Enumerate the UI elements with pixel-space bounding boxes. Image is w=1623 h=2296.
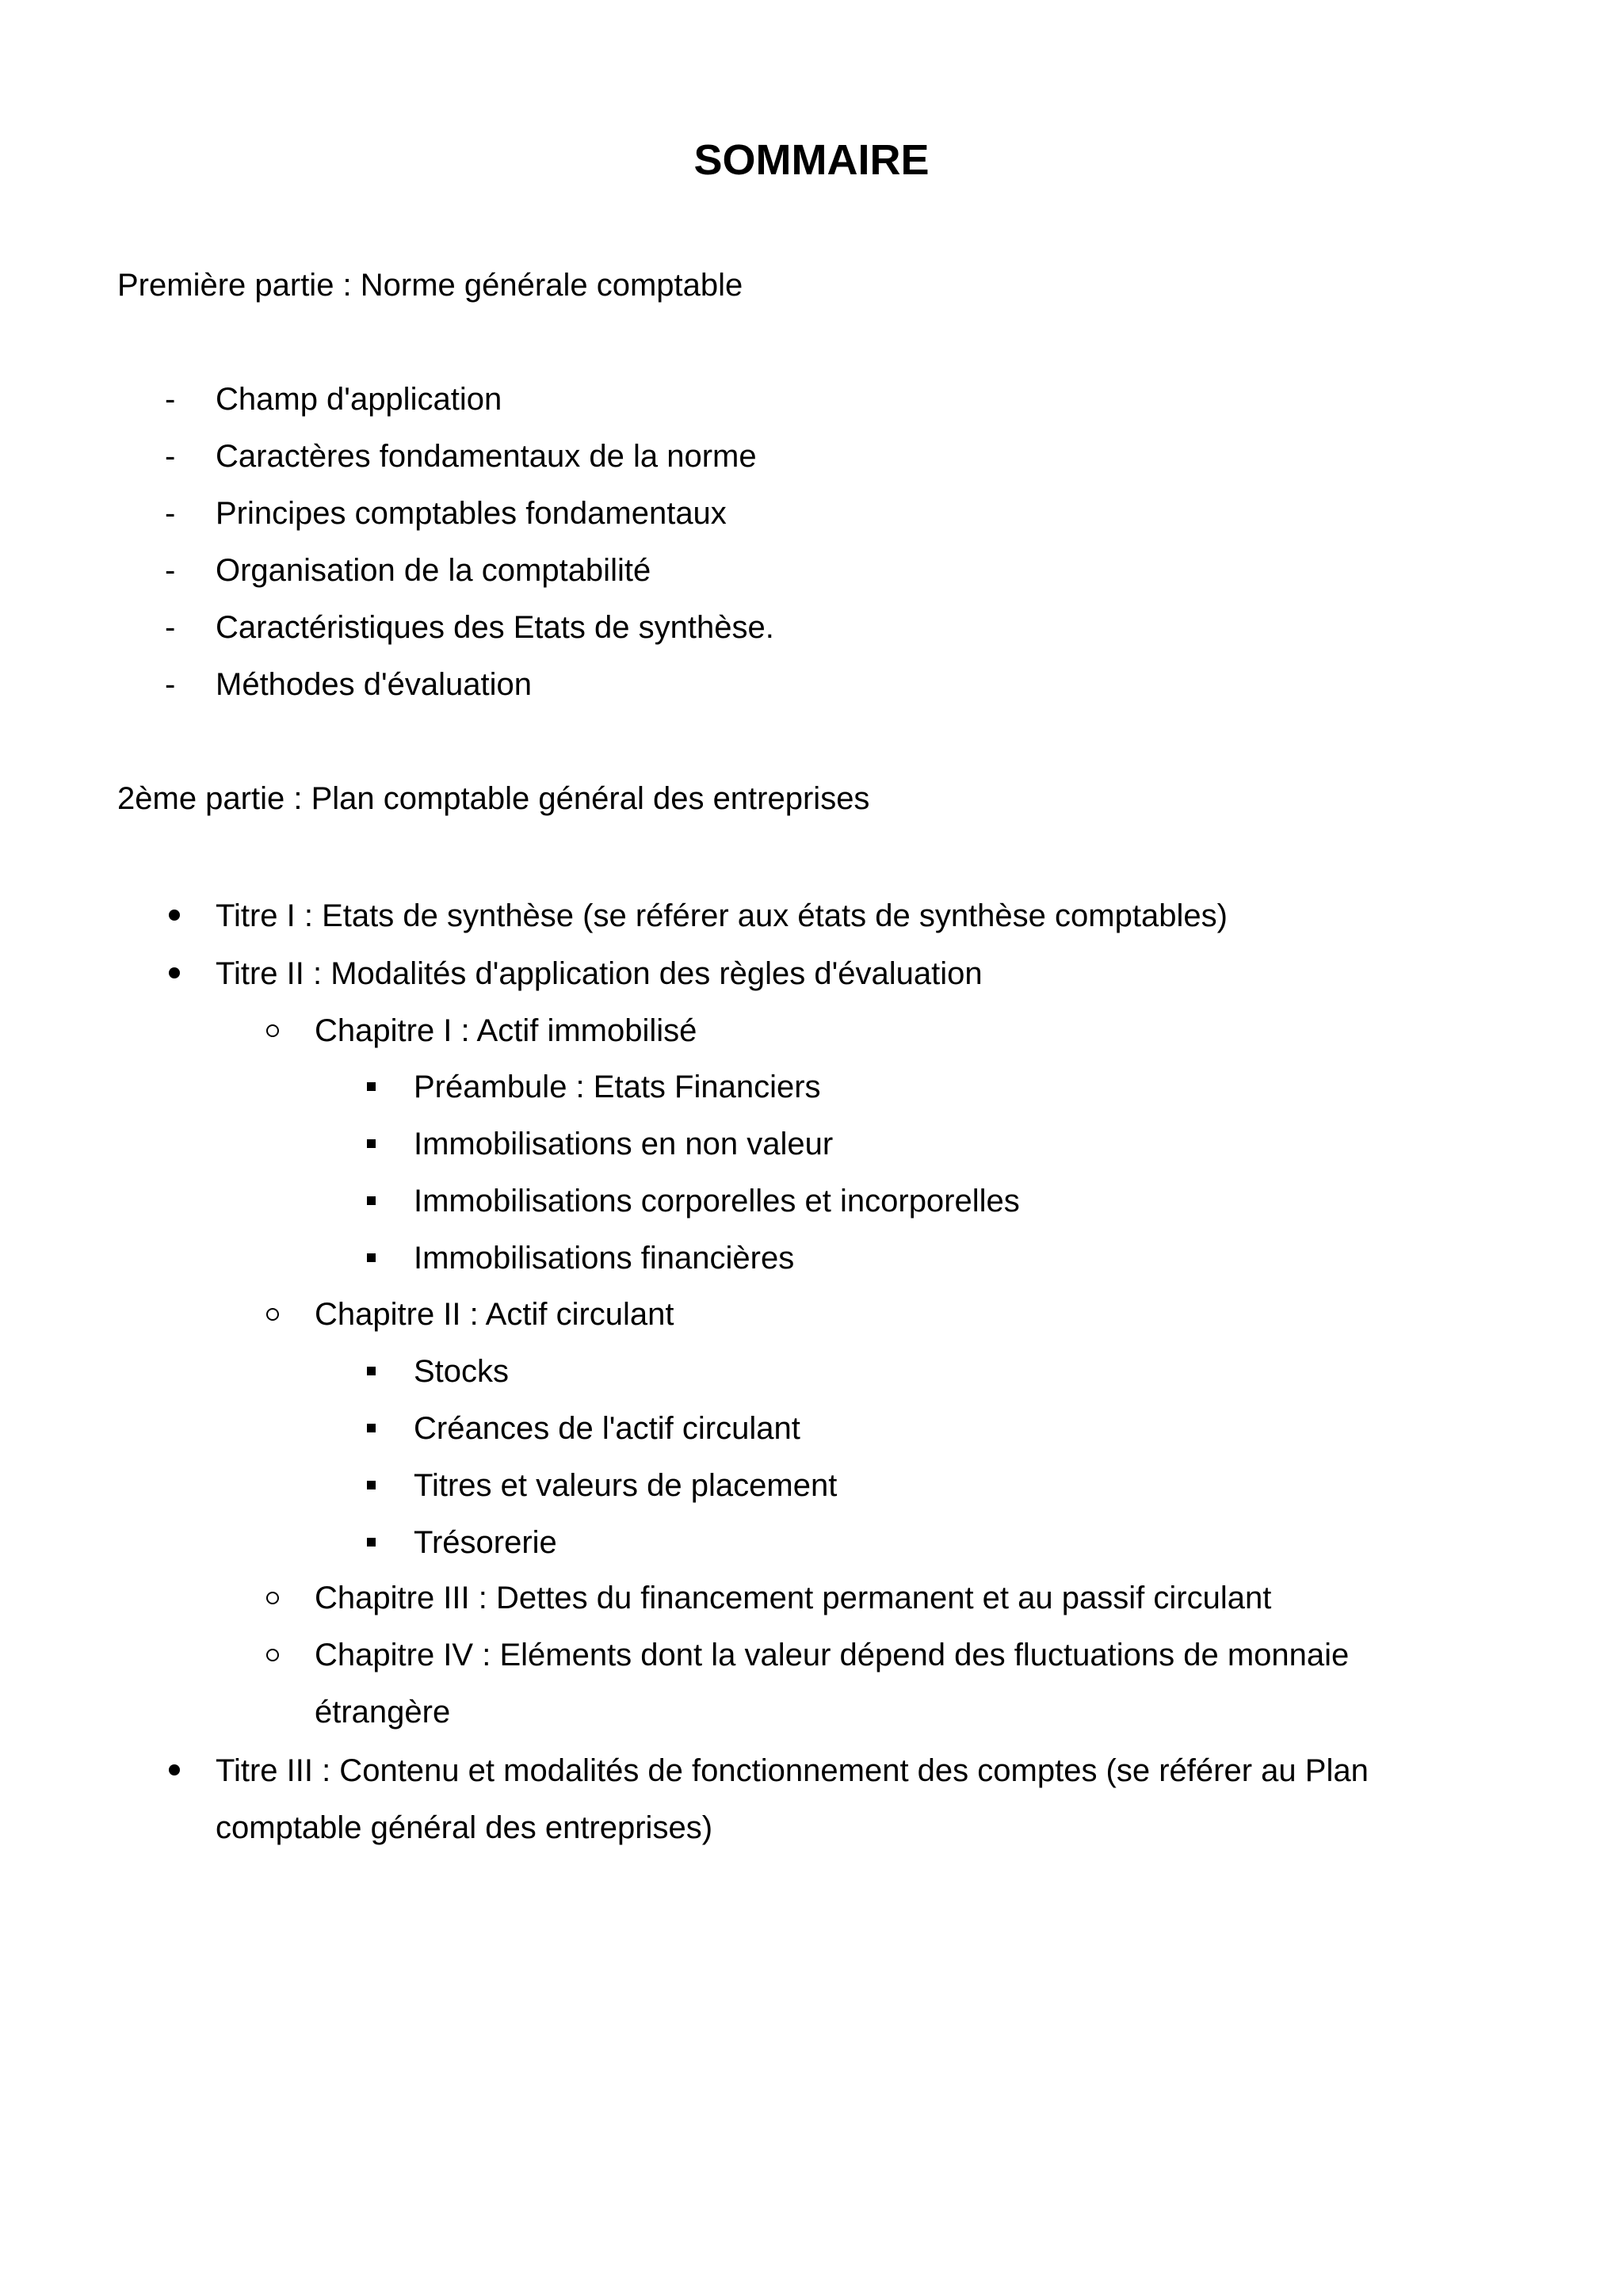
chapitre-1-item: Immobilisations financières: [414, 1241, 795, 1276]
dash-bullet: -: [165, 496, 176, 531]
square-bullet-icon: [367, 1538, 376, 1547]
chapitre-3: Chapitre III : Dettes du financement permanent et au passif circulant: [315, 1581, 1272, 1615]
part1-item: Caractères fondamentaux de la norme: [216, 439, 757, 474]
chapitre-2-item: Stocks: [414, 1354, 510, 1389]
titre-3-line1: Titre III : Contenu et modalités de fonctionnement des comptes (se référer au Plan: [216, 1753, 1369, 1788]
part1-item: Principes comptables fondamentaux: [216, 496, 727, 531]
part1-item: Champ d'application: [216, 382, 502, 417]
circle-bullet-icon: [266, 1024, 279, 1037]
chapitre-2-item: Trésorerie: [414, 1525, 557, 1560]
square-bullet-icon: [367, 1139, 376, 1148]
square-bullet-icon: [367, 1082, 376, 1091]
chapitre-4-line2: étrangère: [315, 1695, 451, 1730]
part2-heading: 2ème partie : Plan comptable général des entreprises: [117, 781, 870, 816]
circle-bullet-icon: [266, 1308, 279, 1321]
page-title: SOMMAIRE: [693, 136, 930, 184]
square-bullet-icon: [367, 1253, 376, 1262]
bullet-dot-icon: [169, 910, 180, 921]
dash-bullet: -: [165, 553, 176, 588]
chapitre-2-item: Créances de l'actif circulant: [414, 1411, 800, 1446]
titre-2: Titre II : Modalités d'application des règles d'évaluation: [216, 956, 983, 991]
circle-bullet-icon: [266, 1592, 279, 1604]
dash-bullet: -: [165, 610, 176, 645]
part1-item: Caractéristiques des Etats de synthèse.: [216, 610, 774, 645]
dash-bullet: -: [165, 439, 176, 474]
square-bullet-icon: [367, 1424, 376, 1432]
dash-bullet: -: [165, 667, 176, 702]
chapitre-1: Chapitre I : Actif immobilisé: [315, 1013, 697, 1048]
circle-bullet-icon: [266, 1649, 279, 1661]
chapitre-4-line1: Chapitre IV : Eléments dont la valeur dépend des fluctuations de monnaie: [315, 1638, 1350, 1672]
chapitre-2: Chapitre II : Actif circulant: [315, 1297, 674, 1332]
square-bullet-icon: [367, 1481, 376, 1489]
chapitre-1-item: Immobilisations corporelles et incorporelles: [414, 1184, 1020, 1219]
chapitre-1-item: Immobilisations en non valeur: [414, 1127, 834, 1161]
part1-item: Méthodes d'évaluation: [216, 667, 533, 702]
bullet-dot-icon: [169, 967, 180, 978]
dash-bullet: -: [165, 382, 176, 417]
titre-3-line2: comptable général des entreprises): [216, 1810, 713, 1845]
chapitre-2-item: Titres et valeurs de placement: [414, 1468, 838, 1503]
part1-heading: Première partie : Norme générale comptable: [117, 268, 743, 303]
chapitre-1-item: Préambule : Etats Financiers: [414, 1070, 821, 1104]
bullet-dot-icon: [169, 1764, 180, 1775]
square-bullet-icon: [367, 1196, 376, 1205]
titre-1: Titre I : Etats de synthèse (se référer aux états de synthèse comptables): [216, 898, 1228, 933]
square-bullet-icon: [367, 1367, 376, 1375]
part1-item: Organisation de la comptabilité: [216, 553, 651, 588]
